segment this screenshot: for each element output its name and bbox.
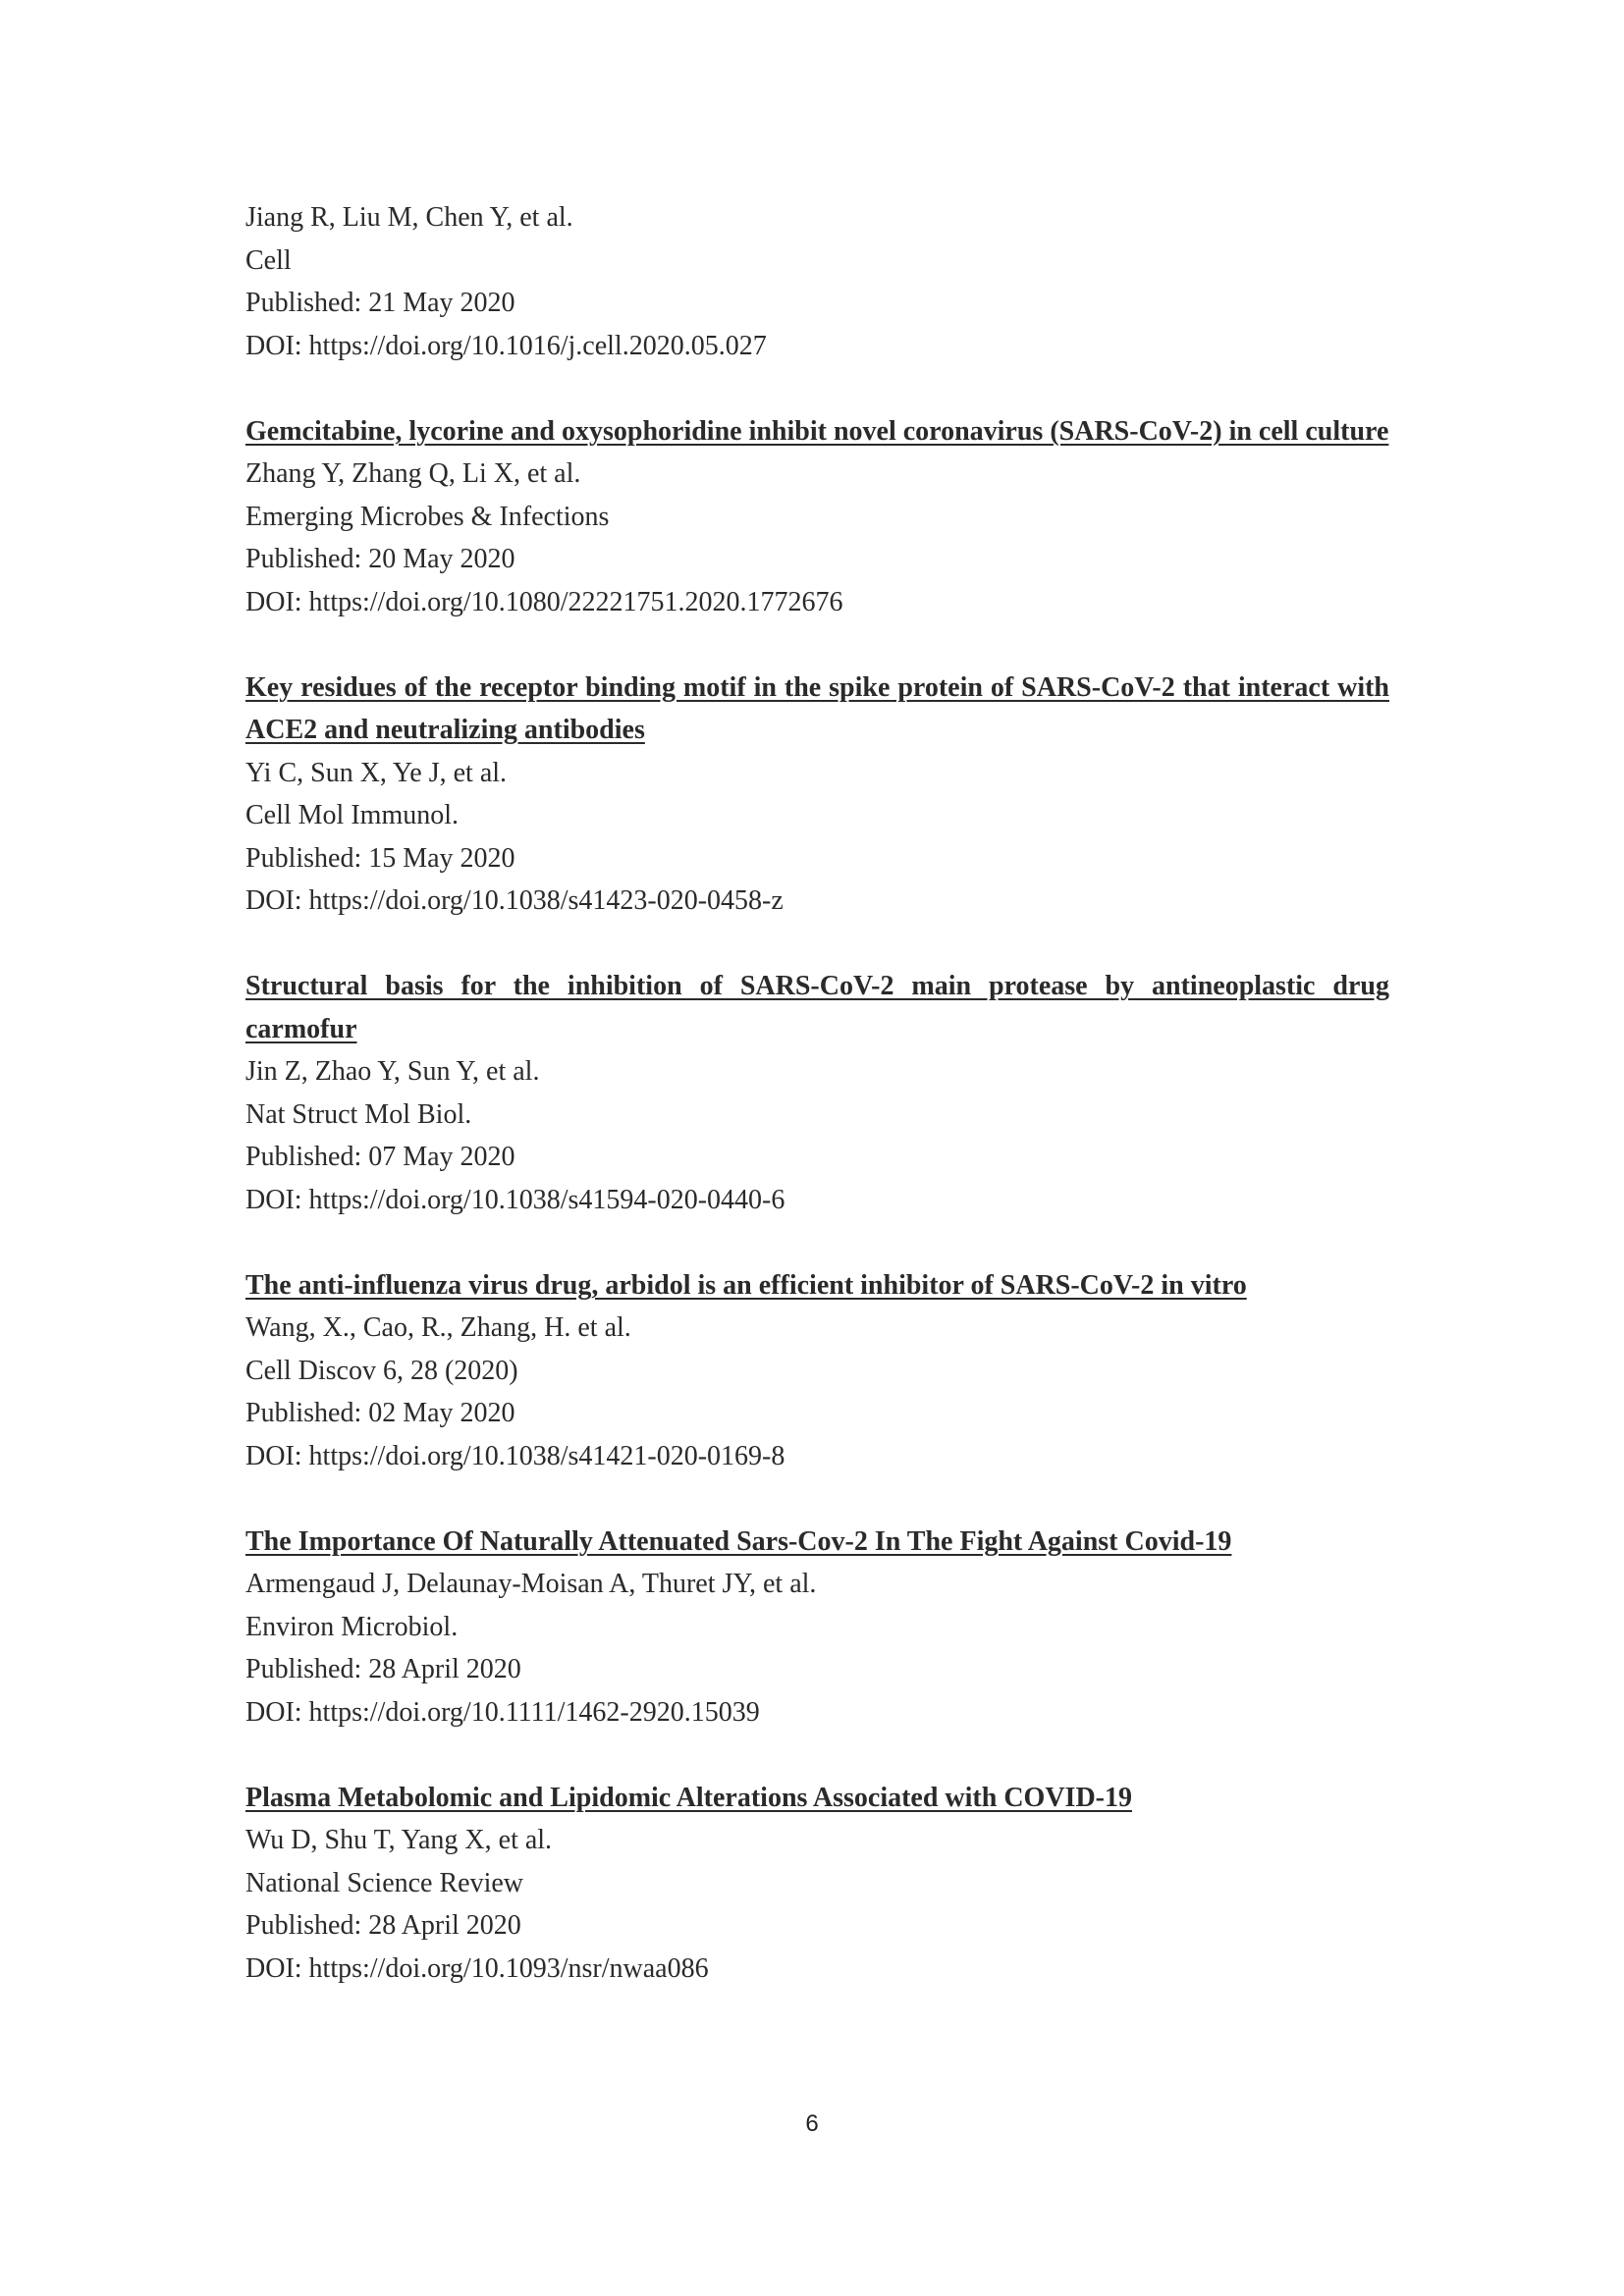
reference-journal: Nat Struct Mol Biol. (245, 1098, 472, 1130)
reference-journal: Cell (245, 244, 292, 276)
reference-entry-3 (245, 667, 1389, 923)
reference-doi: DOI: https://doi.org/10.1093/nsr/nwaa086 (245, 1952, 709, 1984)
reference-authors: Jin Z, Zhao Y, Sun Y, et al. (245, 1056, 540, 1087)
reference-list (245, 196, 1389, 2033)
reference-entry-1 (245, 196, 1389, 367)
reference-authors: Wang, X., Cao, R., Zhang, H. et al. (245, 1312, 631, 1343)
reference-title-link[interactable]: The Importance Of Naturally Attenuated Sars-Cov-2 In The Fight Against Covid-19 (245, 1525, 1232, 1557)
reference-entry-7 (245, 1777, 1389, 1991)
reference-entry-2 (245, 410, 1389, 624)
reference-journal: Cell Mol Immunol. (245, 800, 459, 830)
reference-published-date: Published: 21 May 2020 (245, 288, 515, 318)
reference-doi: DOI: https://doi.org/10.1038/s41421-020-0169-8 (245, 1440, 785, 1471)
reference-doi: DOI: https://doi.org/10.1016/j.cell.2020.05.027 (245, 330, 767, 361)
reference-published-date: Published: 28 April 2020 (245, 1654, 521, 1684)
reference-title-link[interactable]: Structural basis for the inhibition of SARS-CoV-2 main protease by antineoplastic drug carmofur (245, 971, 1389, 1044)
reference-authors: Wu D, Shu T, Yang X, et al. (245, 1825, 553, 1855)
reference-published-date: Published: 28 April 2020 (245, 1910, 521, 1941)
reference-published-date: Published: 15 May 2020 (245, 842, 515, 874)
reference-entry-6 (245, 1521, 1389, 1735)
reference-doi: DOI: https://doi.org/10.1038/s41594-020-0440-6 (245, 1184, 785, 1215)
reference-entry-4 (245, 965, 1389, 1221)
reference-published-date: Published: 07 May 2020 (245, 1142, 515, 1172)
reference-journal: Emerging Microbes & Infections (245, 501, 610, 532)
reference-doi: DOI: https://doi.org/10.1111/1462-2920.15039 (245, 1696, 760, 1728)
reference-authors: Armengaud J, Delaunay-Moisan A, Thuret JY, et al. (245, 1569, 817, 1599)
reference-title-link[interactable]: Plasma Metabolomic and Lipidomic Alterations Associated with COVID-19 (245, 1782, 1132, 1813)
reference-title-link[interactable]: Key residues of the receptor binding motif in the spike protein of SARS-CoV-2 that interact with ACE2 and neutralizing antibodies (245, 671, 1389, 745)
reference-journal: National Science Review (245, 1867, 524, 1898)
reference-doi: DOI: https://doi.org/10.1038/s41423-020-0458-z (245, 885, 784, 916)
reference-journal: Environ Microbiol. (245, 1611, 459, 1642)
reference-published-date: Published: 20 May 2020 (245, 544, 515, 574)
page-number: 6 (805, 2110, 819, 2137)
reference-authors: Zhang Y, Zhang Q, Li X, et al. (245, 458, 581, 489)
reference-published-date: Published: 02 May 2020 (245, 1398, 515, 1428)
reference-doi: DOI: https://doi.org/10.1080/22221751.2020.1772676 (245, 586, 843, 617)
reference-authors: Yi C, Sun X, Ye J, et al. (245, 757, 508, 788)
reference-title-link[interactable]: The anti-influenza virus drug, arbidol is an efficient inhibitor of SARS-CoV-2 in vitro (245, 1269, 1247, 1301)
reference-entry-5 (245, 1264, 1389, 1478)
reference-journal: Cell Discov 6, 28 (2020) (245, 1355, 518, 1386)
reference-authors: Jiang R, Liu M, Chen Y, et al. (245, 202, 573, 233)
reference-title-link[interactable]: Gemcitabine, lycorine and oxysophoridine inhibit novel coronavirus (SARS-CoV-2) in cell culture (245, 415, 1389, 447)
